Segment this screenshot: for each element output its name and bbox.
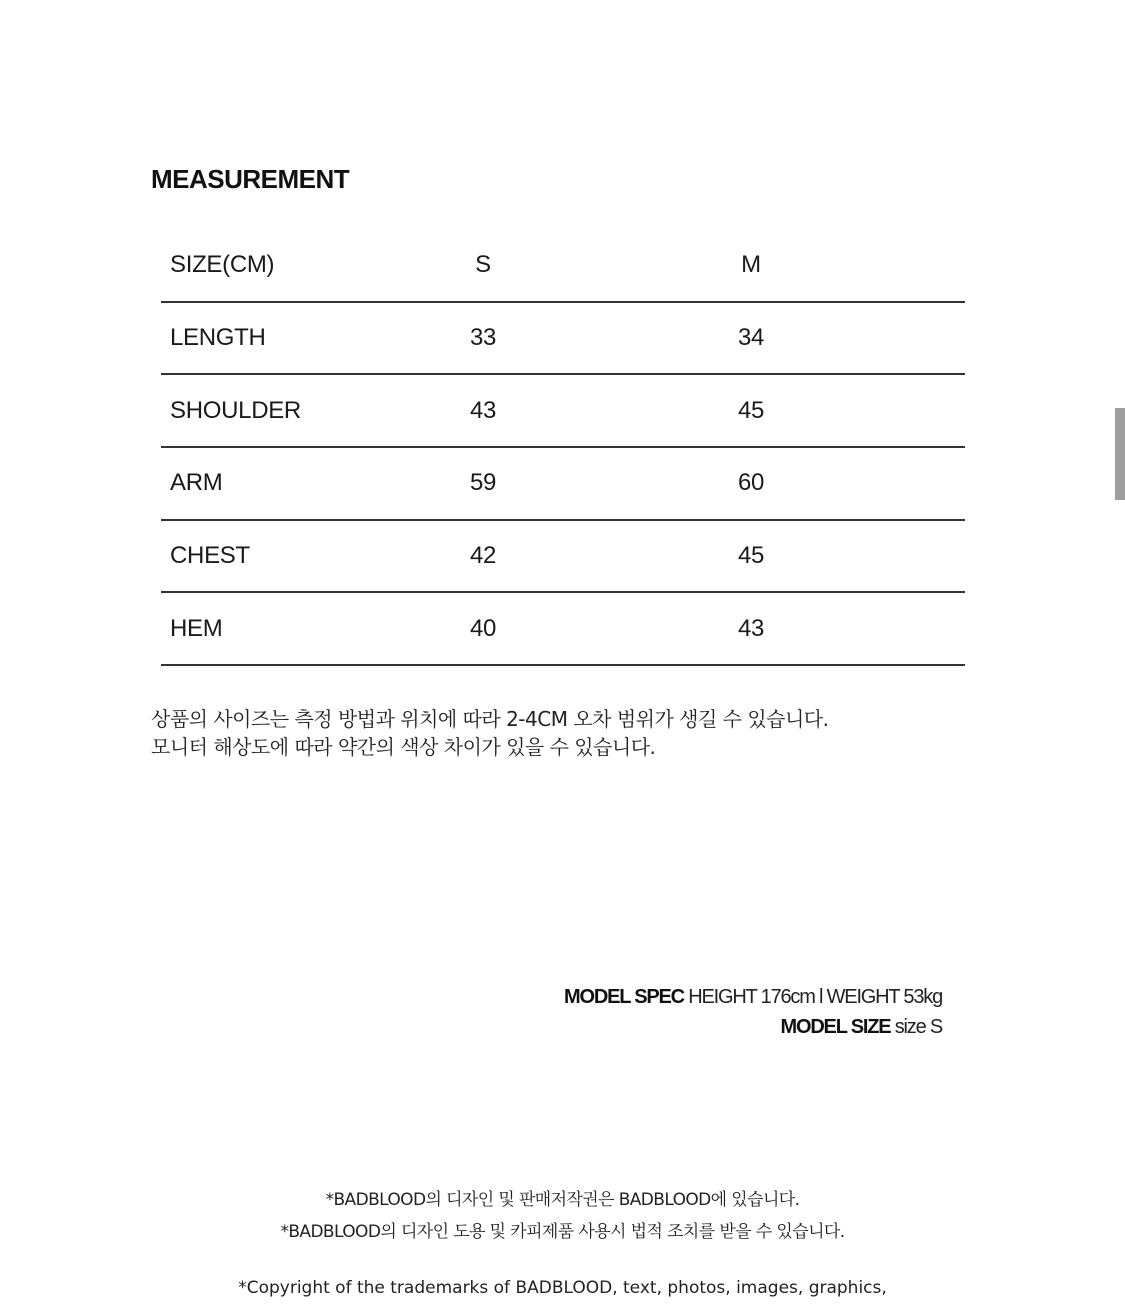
copyright-note-2: *BADBLOOD의 디자인 도용 및 카피제품 사용시 법적 조치를 받을 수 있습니다.	[280, 1222, 845, 1242]
note-line: 모니터 해상도에 따라 약간의 색상 차이가 있을 수 있습니다.	[151, 735, 656, 759]
row-label: CHEST	[170, 542, 250, 570]
size-notes	[151, 705, 828, 761]
model-spec-label: MODEL SPEC	[564, 986, 684, 1008]
size-table	[161, 230, 965, 666]
copyright-note-1: *BADBLOOD의 디자인 및 판매저작권은 BADBLOOD에 있습니다.	[325, 1190, 800, 1210]
table-row: CHEST 42 45	[161, 521, 965, 594]
page-title: MEASUREMENT	[151, 164, 350, 194]
row-label: SHOULDER	[170, 396, 301, 424]
table-row: SHOULDER 43 45	[161, 375, 965, 448]
model-spec-value: HEIGHT 176cm l WEIGHT 53kg	[688, 986, 942, 1008]
table-row: HEM 40 43	[161, 593, 965, 666]
table-row: LENGTH 33 34	[161, 303, 965, 376]
row-label: LENGTH	[170, 324, 266, 352]
model-info	[564, 982, 942, 1042]
header-size-cm: SIZE(CM)	[170, 251, 275, 279]
row-label: HEM	[170, 614, 223, 642]
model-spec-line	[564, 982, 942, 1012]
table-row: ARM 59 60	[161, 448, 965, 521]
model-size-line	[564, 1012, 942, 1042]
scrollbar-thumb[interactable]	[1115, 408, 1125, 500]
model-size-value: size S	[894, 1016, 942, 1038]
note-line: 상품의 사이즈는 측정 방법과 위치에 따라 2-4CM 오차 범위가 생길 수 있습니다.	[151, 707, 829, 731]
model-size-label: MODEL SIZE	[780, 1016, 891, 1038]
row-label: ARM	[170, 469, 223, 497]
table-header-row: SIZE(CM) S M	[161, 230, 965, 303]
copyright-note-3: *Copyright of the trademarks of BADBLOOD, text, photos, images, graphics,	[238, 1278, 887, 1298]
